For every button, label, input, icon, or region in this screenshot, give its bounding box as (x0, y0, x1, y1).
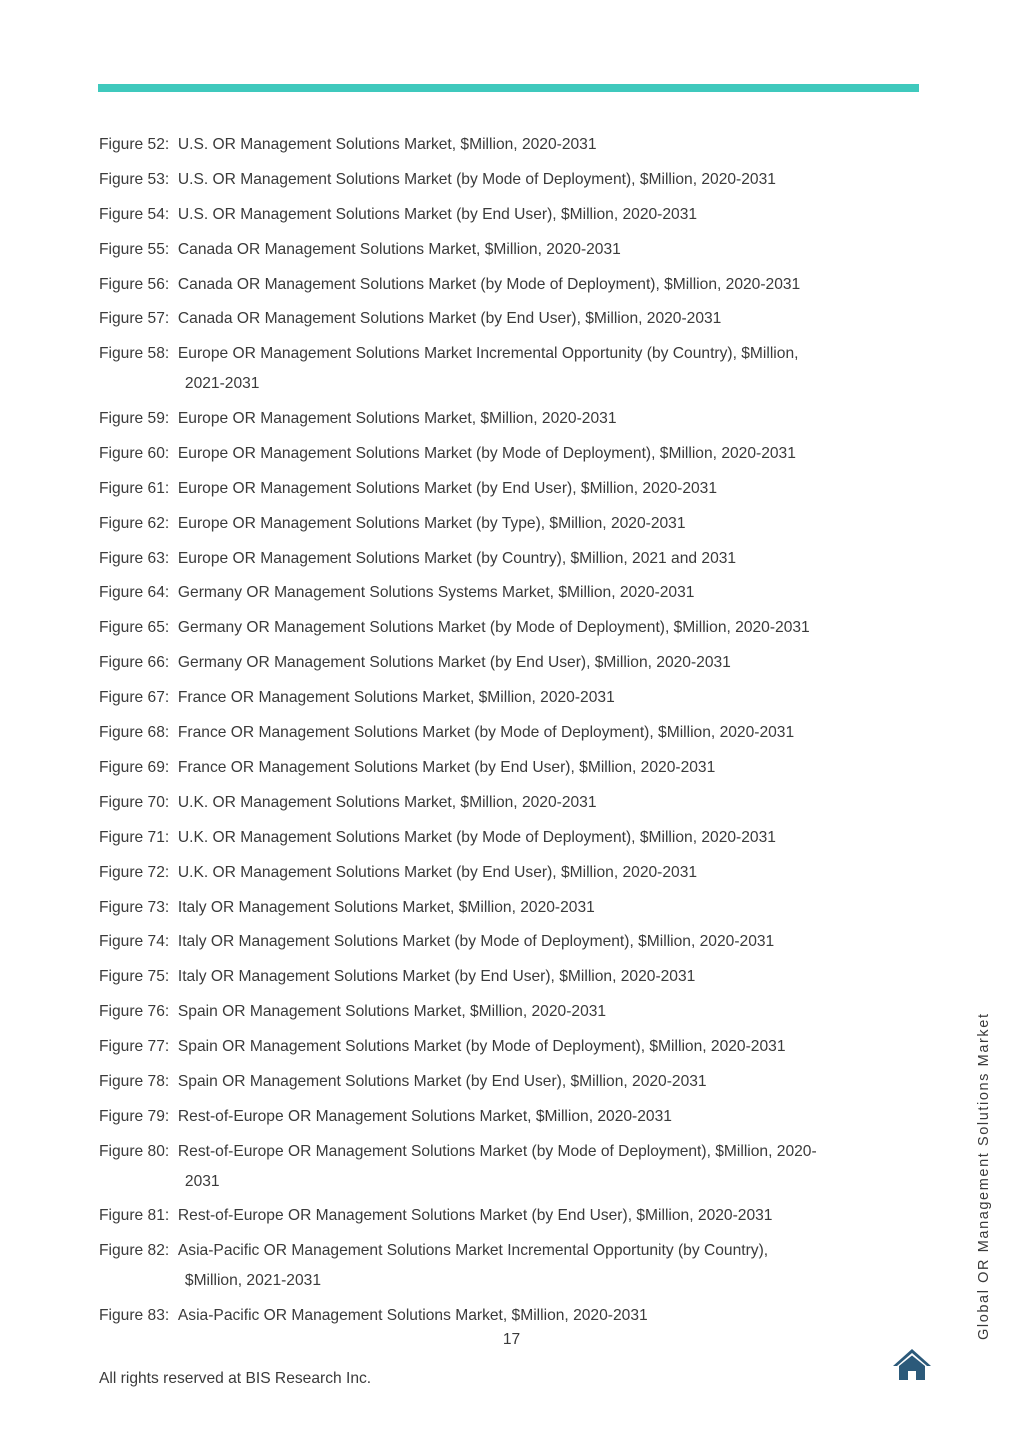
figure-title (178, 544, 899, 574)
figure-title-line: Italy OR Management Solutions Market, $Million, 2020-2031 (177, 898, 595, 916)
figure-title (178, 439, 899, 469)
figure-title-line: Spain OR Management Solutions Market (by Mode of Deployment), $Million, 2020-2031 (177, 1038, 786, 1056)
figure-title (178, 130, 899, 160)
list-item[interactable] (99, 1137, 899, 1197)
figure-number: Figure 81: (99, 1207, 170, 1225)
figure-title-line: Canada OR Management Solutions Market (by End User), $Million, 2020-2031 (177, 310, 722, 328)
list-item[interactable] (99, 683, 899, 713)
figure-title (178, 962, 899, 992)
figure-title (178, 270, 899, 300)
figure-number: Figure 54: (99, 205, 170, 223)
figure-title-continuation: $Million, 2021-2031 (184, 1272, 321, 1290)
figure-title (178, 1137, 899, 1197)
figure-title-line: Rest-of-Europe OR Management Solutions Market, $Million, 2020-2031 (177, 1107, 672, 1125)
home-icon[interactable] (892, 1347, 932, 1381)
figure-title-line: Germany OR Management Solutions Systems Market, $Million, 2020-2031 (177, 584, 695, 602)
list-item[interactable] (99, 1201, 899, 1231)
figure-title-line: Germany OR Management Solutions Market (by End User), $Million, 2020-2031 (177, 654, 731, 672)
figure-number: Figure 69: (99, 758, 170, 776)
figure-title-line: Europe OR Management Solutions Market, $Million, 2020-2031 (177, 410, 617, 428)
figure-title (178, 200, 899, 230)
figure-title (178, 165, 899, 195)
list-item[interactable] (99, 788, 899, 818)
figure-number: Figure 78: (99, 1072, 170, 1090)
list-item[interactable] (99, 927, 899, 957)
figure-title (178, 788, 899, 818)
list-item[interactable] (99, 613, 899, 643)
figure-number: Figure 62: (99, 514, 170, 532)
figure-title-line: U.S. OR Management Solutions Market, $Million, 2020-2031 (177, 136, 597, 153)
figure-number: Figure 75: (99, 968, 170, 986)
figure-number: Figure 83: (99, 1307, 170, 1324)
figure-title-line: Asia-Pacific OR Management Solutions Market, $Million, 2020-2031 (177, 1307, 648, 1324)
list-item[interactable] (99, 1102, 899, 1132)
figure-title (178, 718, 899, 748)
list-item[interactable] (99, 235, 899, 265)
list-item[interactable] (99, 997, 899, 1027)
figure-title-line: Canada OR Management Solutions Market (by Mode of Deployment), $Million, 2020-2031 (177, 275, 801, 293)
figure-number: Figure 73: (99, 898, 170, 916)
figure-title-line: France OR Management Solutions Market (by End User), $Million, 2020-2031 (177, 758, 716, 776)
figure-title-line: Rest-of-Europe OR Management Solutions Market (by Mode of Deployment), $Million, 2020- (177, 1142, 817, 1160)
figure-title (178, 1102, 899, 1132)
list-item[interactable] (99, 165, 899, 195)
figure-title (178, 753, 899, 783)
figure-title-continuation: 2021-2031 (184, 375, 260, 393)
figure-number: Figure 61: (99, 479, 170, 497)
list-item[interactable] (99, 823, 899, 853)
figure-number: Figure 79: (99, 1107, 170, 1125)
figure-title (178, 578, 899, 608)
figure-title (178, 683, 899, 713)
figure-title-line: Europe OR Management Solutions Market (by Type), $Million, 2020-2031 (177, 514, 686, 532)
figure-title-line: Asia-Pacific OR Management Solutions Market Incremental Opportunity (by Country), (177, 1242, 769, 1260)
list-of-figures (99, 130, 899, 1336)
list-item[interactable] (99, 404, 899, 434)
figure-title-line: U.S. OR Management Solutions Market (by Mode of Deployment), $Million, 2020-2031 (177, 170, 776, 188)
figure-title (178, 613, 899, 643)
figure-number: Figure 55: (99, 240, 170, 258)
figure-title (178, 927, 899, 957)
figure-number: Figure 63: (99, 549, 170, 567)
footer-copyright: All rights reserved at BIS Research Inc. (99, 1370, 372, 1387)
figure-number: Figure 53: (99, 170, 170, 188)
figure-number: Figure 80: (99, 1142, 170, 1160)
list-item[interactable] (99, 578, 899, 608)
figure-number: Figure 56: (99, 275, 170, 293)
figure-number: Figure 64: (99, 584, 170, 602)
list-item[interactable] (99, 270, 899, 300)
figure-title (178, 858, 899, 888)
list-item[interactable] (99, 962, 899, 992)
list-item[interactable] (99, 1032, 899, 1062)
figure-number: Figure 57: (99, 310, 170, 328)
list-item[interactable] (99, 648, 899, 678)
figure-number: Figure 70: (99, 793, 170, 811)
figure-number: Figure 66: (99, 654, 170, 672)
side-report-title: Global OR Management Solutions Market (976, 1012, 992, 1340)
figure-title (178, 404, 899, 434)
figure-number: Figure 72: (99, 863, 170, 881)
figure-title-line: Italy OR Management Solutions Market (by End User), $Million, 2020-2031 (177, 968, 696, 986)
figure-number: Figure 59: (99, 410, 170, 428)
list-item[interactable] (99, 130, 899, 160)
list-item[interactable] (99, 544, 899, 574)
list-item[interactable] (99, 753, 899, 783)
figure-title-line: Italy OR Management Solutions Market (by Mode of Deployment), $Million, 2020-2031 (177, 933, 775, 951)
header-accent-rule (98, 84, 919, 92)
figure-title (178, 474, 899, 504)
figure-title-line: Europe OR Management Solutions Market (by End User), $Million, 2020-2031 (177, 479, 718, 497)
figure-title-line: Europe OR Management Solutions Market Incremental Opportunity (by Country), $Million, (177, 345, 799, 363)
figure-title-line: Rest-of-Europe OR Management Solutions Market (by End User), $Million, 2020-2031 (177, 1207, 773, 1225)
list-item[interactable] (99, 474, 899, 504)
figure-title (178, 997, 899, 1027)
figure-title-line: Canada OR Management Solutions Market, $Million, 2020-2031 (177, 240, 621, 258)
figure-title-line: Europe OR Management Solutions Market (by Country), $Million, 2021 and 2031 (177, 549, 737, 567)
figure-title (178, 648, 899, 678)
figure-title-line: France OR Management Solutions Market (by Mode of Deployment), $Million, 2020-2031 (177, 724, 795, 742)
figure-title-line: U.K. OR Management Solutions Market (by End User), $Million, 2020-2031 (177, 863, 698, 881)
figure-title-line: France OR Management Solutions Market, $Million, 2020-2031 (177, 689, 615, 707)
figure-title (178, 1236, 899, 1296)
figure-number: Figure 60: (99, 444, 170, 462)
list-item[interactable] (99, 509, 899, 539)
figure-title (178, 235, 899, 265)
figure-title-continuation: 2031 (184, 1172, 220, 1190)
list-item[interactable] (99, 339, 899, 399)
figure-title (178, 339, 899, 399)
figure-number: Figure 82: (99, 1242, 170, 1260)
list-item[interactable] (99, 1067, 899, 1097)
list-item[interactable] (99, 893, 899, 923)
figure-title-line: U.S. OR Management Solutions Market (by End User), $Million, 2020-2031 (177, 205, 698, 223)
list-item[interactable] (99, 200, 899, 230)
figure-title (178, 509, 899, 539)
figure-title-line: Spain OR Management Solutions Market, $Million, 2020-2031 (177, 1003, 607, 1021)
figure-number: Figure 74: (99, 933, 170, 951)
list-item[interactable] (99, 718, 899, 748)
page-number: 17 (502, 1331, 521, 1348)
figure-number: Figure 58: (99, 345, 170, 363)
figure-title (178, 1201, 899, 1231)
figure-title (178, 1067, 899, 1097)
figure-title-line: Germany OR Management Solutions Market (by Mode of Deployment), $Million, 2020-2031 (177, 619, 810, 637)
figure-number: Figure 77: (99, 1038, 170, 1056)
figure-title (178, 1032, 899, 1062)
list-item[interactable] (99, 304, 899, 334)
figure-title (178, 823, 899, 853)
figure-title (178, 893, 899, 923)
figure-number: Figure 76: (99, 1003, 170, 1021)
list-item[interactable] (99, 858, 899, 888)
figure-number: Figure 52: (99, 136, 170, 153)
figure-number: Figure 67: (99, 689, 170, 707)
figure-title-line: Spain OR Management Solutions Market (by End User), $Million, 2020-2031 (177, 1072, 707, 1090)
list-item[interactable] (99, 439, 899, 469)
list-item[interactable] (99, 1301, 899, 1331)
figure-title-line: U.K. OR Management Solutions Market (by Mode of Deployment), $Million, 2020-2031 (177, 828, 776, 846)
figure-title-line: U.K. OR Management Solutions Market, $Million, 2020-2031 (177, 793, 597, 811)
figure-number: Figure 71: (99, 828, 170, 846)
figure-title (178, 1301, 899, 1331)
figure-title-line: Europe OR Management Solutions Market (by Mode of Deployment), $Million, 2020-2031 (177, 444, 796, 462)
list-item[interactable] (99, 1236, 899, 1296)
figure-title (178, 304, 899, 334)
figure-number: Figure 68: (99, 724, 170, 742)
figure-number: Figure 65: (99, 619, 170, 637)
